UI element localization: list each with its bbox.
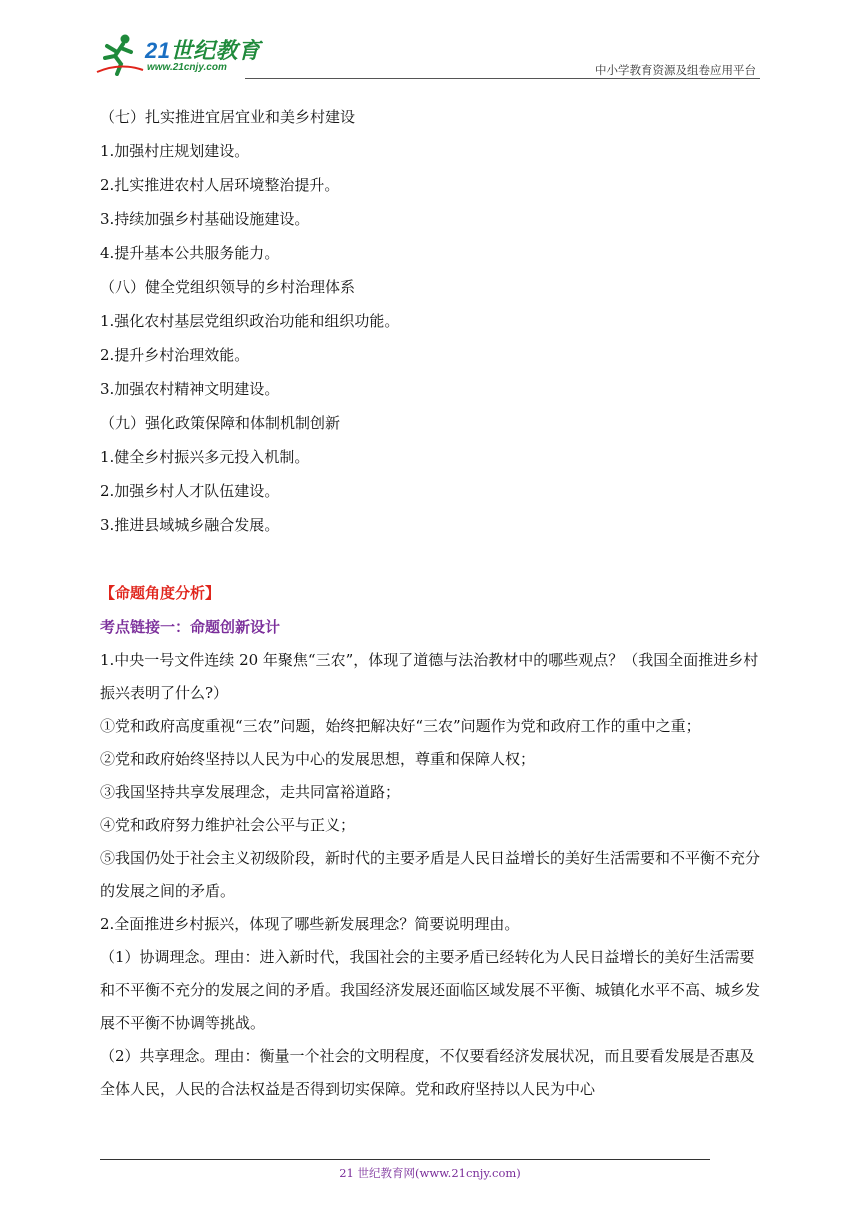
heading-eight: （八）健全党组织领导的乡村治理体系 xyxy=(100,278,356,296)
answer-point: ③我国坚持共享发展理念，走共同富裕道路； xyxy=(100,783,401,801)
question-one: 1.中央一号文件连续 20 年聚焦“三农”，体现了道德与法治教材中的哪些观点？（我国全面推进乡村振兴表明了什么?） xyxy=(100,651,759,702)
logo-url: www.21cnjy.com xyxy=(147,62,227,73)
list-item: 2.扎实推进农村人居环境整治提升。 xyxy=(100,176,340,194)
answer-point: ⑤我国仍处于社会主义初级阶段，新时代的主要矛盾是人民日益增长的美好生活需要和不平衡不充分的发展之间的矛盾。 xyxy=(100,849,761,900)
header-divider xyxy=(245,78,760,79)
answer-point: ①党和政府高度重视“三农”问题，始终把解决好“三农”问题作为党和政府工作的重中之重； xyxy=(100,717,701,735)
list-item: 3.持续加强乡村基础设施建设。 xyxy=(100,210,310,228)
list-item: 2.提升乡村治理效能。 xyxy=(100,346,250,364)
spacer xyxy=(100,542,765,576)
list-item: 4.提升基本公共服务能力。 xyxy=(100,244,280,262)
platform-name: 中小学教育资源及组卷应用平台 xyxy=(595,63,756,77)
answer-point: ②党和政府始终坚持以人民为中心的发展思想，尊重和保障人权； xyxy=(100,750,536,768)
list-item: 2.加强乡村人才队伍建设。 xyxy=(100,482,280,500)
list-item: 1.健全乡村振兴多元投入机制。 xyxy=(100,448,310,466)
answer-sharing: （2）共享理念。理由：衡量一个社会的文明程度，不仅要看经济发展状况，而且要看发展是否惠及全体人民，人民的合法权益是否得到切实保障。党和政府坚持以人民为中心 xyxy=(100,1047,755,1098)
footer-divider xyxy=(100,1159,710,1160)
section-title: 【命题角度分析】 xyxy=(100,584,221,602)
page-header xyxy=(95,30,760,80)
list-item: 3.加强农村精神文明建设。 xyxy=(100,380,280,398)
heading-seven: （七）扎实推进宜居宜业和美乡村建设 xyxy=(100,108,356,126)
page-footer[interactable]: 21 世纪教育网(www.21cnjy.com) xyxy=(339,1166,521,1180)
question-two: 2.全面推进乡村振兴，体现了哪些新发展理念？简要说明理由。 xyxy=(100,915,520,933)
document-body xyxy=(100,100,765,1106)
list-item: 1.加强村庄规划建设。 xyxy=(100,142,250,160)
runner-logo-icon xyxy=(95,32,145,76)
answer-coordination: （1）协调理念。理由：进入新时代，我国社会的主要矛盾已经转化为人民日益增长的美好生活需要和不平衡不充分的发展之间的矛盾。我国经济发展还面临区域发展不平衡、城镇化水平不高、城乡发展不平衡不协调等挑战。 xyxy=(100,948,761,1032)
answer-point: ④党和政府努力维护社会公平与正义； xyxy=(100,816,356,834)
subsection-title: 考点链接一：命题创新设计 xyxy=(100,618,281,636)
list-item: 1.强化农村基层党组织政治功能和组织功能。 xyxy=(100,312,400,330)
heading-nine: （九）强化政策保障和体制机制创新 xyxy=(100,414,341,432)
site-logo[interactable] xyxy=(95,30,295,80)
list-item: 3.推进县域城乡融合发展。 xyxy=(100,516,280,534)
logo-text: 21世纪教育 xyxy=(145,38,261,63)
